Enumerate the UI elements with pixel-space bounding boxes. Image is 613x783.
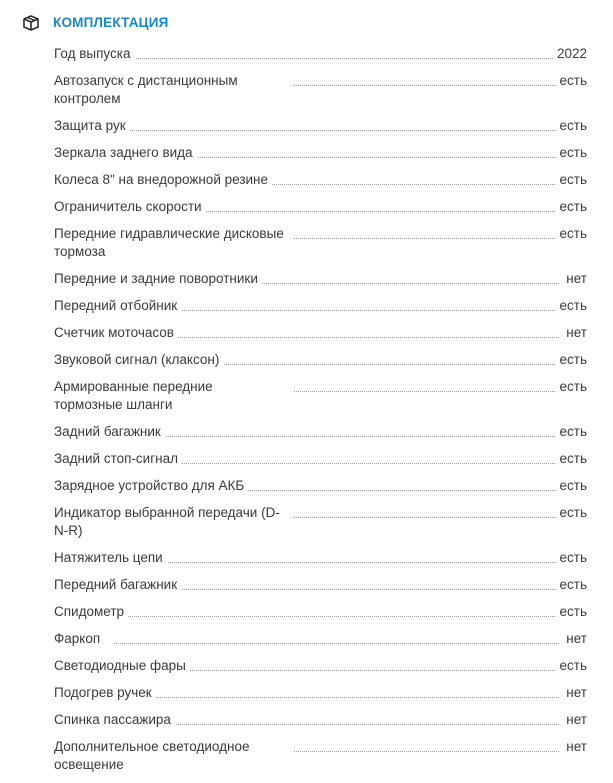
spec-value: есть bbox=[556, 603, 587, 621]
section-title: КОМПЛЕКТАЦИЯ bbox=[53, 14, 169, 30]
spec-label: Ограничитель скорости bbox=[54, 198, 206, 216]
spec-value: есть bbox=[556, 477, 587, 495]
dot-leader bbox=[114, 643, 559, 644]
dot-leader bbox=[294, 391, 559, 392]
dot-leader bbox=[114, 562, 559, 563]
spec-value: есть bbox=[556, 198, 587, 216]
dot-leader bbox=[114, 436, 559, 437]
spec-row bbox=[54, 198, 587, 225]
dot-leader bbox=[114, 697, 559, 698]
spec-value: есть bbox=[556, 171, 587, 189]
box-icon bbox=[22, 13, 40, 31]
spec-row bbox=[54, 171, 587, 198]
dot-leader bbox=[294, 85, 559, 86]
spec-value: есть bbox=[556, 450, 587, 468]
spec-label: Спидометр bbox=[54, 603, 128, 621]
spec-label: Задний багажник bbox=[54, 423, 165, 441]
spec-label: Автозапуск с дистанционным контролем bbox=[54, 72, 284, 108]
spec-value: есть bbox=[556, 576, 587, 594]
spec-row bbox=[54, 684, 587, 711]
spec-value: есть bbox=[556, 657, 587, 675]
spec-label: Защита рук bbox=[54, 117, 130, 135]
dot-leader bbox=[114, 58, 559, 59]
spec-label: Спинка пассажира bbox=[54, 711, 175, 729]
spec-value: есть bbox=[556, 378, 587, 396]
spec-value: есть bbox=[556, 351, 587, 369]
spec-row bbox=[54, 324, 587, 351]
spec-value: есть bbox=[556, 144, 587, 162]
spec-label: Зарядное устройство для АКБ bbox=[54, 477, 248, 495]
spec-row bbox=[54, 225, 587, 270]
spec-label: Натяжитель цепи bbox=[54, 549, 167, 567]
spec-label: Светодиодные фары bbox=[54, 657, 190, 675]
spec-value: нет bbox=[562, 630, 587, 648]
spec-label: Колеса 8" на внедорожной резине bbox=[54, 171, 272, 189]
spec-row bbox=[54, 603, 587, 630]
spec-label: Звуковой сигнал (клаксон) bbox=[54, 351, 223, 369]
spec-value: есть bbox=[556, 117, 587, 135]
dot-leader bbox=[294, 517, 559, 518]
spec-row bbox=[54, 504, 587, 549]
spec-value: нет bbox=[562, 684, 587, 702]
spec-label: Счетчик моточасов bbox=[54, 324, 178, 342]
spec-row bbox=[54, 351, 587, 378]
spec-row bbox=[54, 117, 587, 144]
spec-value: есть bbox=[556, 423, 587, 441]
spec-value: нет bbox=[562, 711, 587, 729]
spec-row bbox=[54, 549, 587, 576]
spec-row bbox=[54, 576, 587, 603]
spec-label: Дополнительное светодиодное освещение bbox=[54, 738, 284, 774]
spec-label: Передний багажник bbox=[54, 576, 181, 594]
spec-label: Передний отбойник bbox=[54, 297, 181, 315]
spec-value: нет bbox=[562, 270, 587, 288]
spec-row bbox=[54, 144, 587, 171]
dot-leader bbox=[114, 130, 559, 131]
spec-value: есть bbox=[556, 297, 587, 315]
spec-value: есть bbox=[556, 72, 587, 90]
spec-row bbox=[54, 297, 587, 324]
spec-row bbox=[54, 477, 587, 504]
dot-leader bbox=[114, 616, 559, 617]
spec-list bbox=[54, 45, 587, 783]
section-header bbox=[22, 12, 169, 32]
spec-row bbox=[54, 738, 587, 783]
spec-row bbox=[54, 270, 587, 297]
dot-leader bbox=[114, 337, 559, 338]
spec-value: нет bbox=[562, 738, 587, 756]
spec-value: 2022 bbox=[553, 45, 587, 63]
spec-value: есть bbox=[556, 225, 587, 243]
spec-value: есть bbox=[556, 504, 587, 522]
spec-label: Зеркала заднего вида bbox=[54, 144, 197, 162]
dot-leader bbox=[294, 238, 559, 239]
spec-row bbox=[54, 72, 587, 117]
dot-leader bbox=[294, 751, 559, 752]
spec-label: Задний стоп-сигнал bbox=[54, 450, 182, 468]
spec-row bbox=[54, 657, 587, 684]
spec-label: Фаркоп bbox=[54, 630, 104, 648]
spec-label: Передние гидравлические дисковые тормоза bbox=[54, 226, 284, 259]
spec-label: Подогрев ручек bbox=[54, 684, 156, 702]
spec-label: Год выпуска bbox=[54, 45, 135, 63]
spec-label: Передние и задние поворотники bbox=[54, 270, 262, 288]
spec-row bbox=[54, 630, 587, 657]
spec-value: нет bbox=[562, 324, 587, 342]
spec-value: есть bbox=[556, 549, 587, 567]
spec-row bbox=[54, 45, 587, 72]
spec-row bbox=[54, 378, 587, 423]
spec-label: Индикатор выбранной передачи (D-N-R) bbox=[54, 504, 284, 540]
spec-label: Армированные передние тормозные шланги bbox=[54, 378, 284, 414]
dot-leader bbox=[114, 724, 559, 725]
spec-row bbox=[54, 423, 587, 450]
spec-row bbox=[54, 711, 587, 738]
spec-row bbox=[54, 450, 587, 477]
